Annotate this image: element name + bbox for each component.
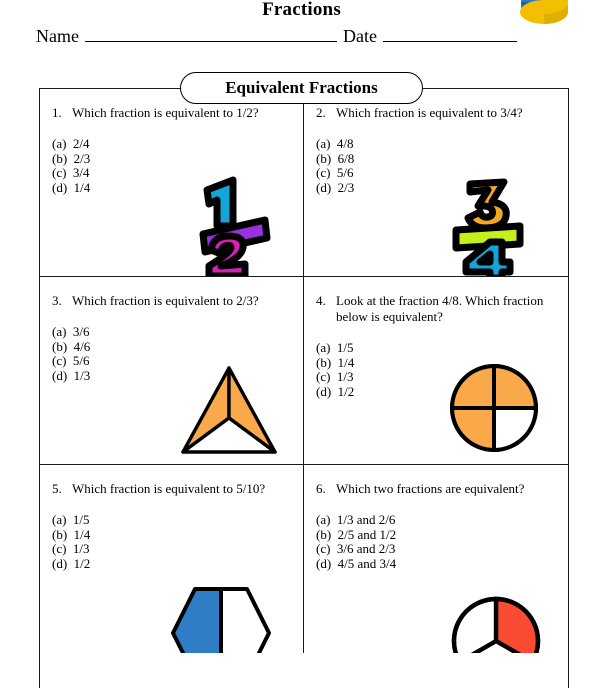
name-date-row [0, 26, 603, 47]
questions-grid [39, 88, 569, 688]
question-1-text: Which fraction is equivalent to 1/2? [72, 105, 259, 120]
question-3-number: 3. [52, 293, 62, 308]
question-6-number: 6. [316, 481, 326, 496]
choice-a[interactable]: (a) 1/3 and 2/6 [316, 512, 396, 527]
page-header [0, 0, 603, 58]
choice-c[interactable]: (c) 5/6 [52, 353, 90, 369]
question-cell-1 [40, 89, 304, 276]
choice-b[interactable]: (b) 1/4 [316, 354, 355, 370]
choice-c[interactable]: (c) 5/6 [316, 165, 354, 181]
triangle-thirds-figure [177, 362, 281, 458]
circle-thirds-figure [450, 595, 542, 653]
question-1-number: 1. [52, 105, 62, 120]
question-4-number: 4. [316, 293, 326, 308]
choice-b[interactable]: (b) 2/3 [52, 150, 91, 166]
question-cell-5 [40, 465, 304, 653]
choice-d[interactable]: (d) 1/2 [316, 383, 355, 399]
choice-d[interactable]: (d) 2/3 [316, 179, 355, 195]
choice-a[interactable]: (a) 1/5 [52, 512, 90, 527]
question-cell-2 [304, 89, 568, 276]
page-title: Fractions [262, 0, 341, 20]
question-2-number: 2. [316, 105, 326, 120]
questions-row [40, 89, 568, 277]
choice-b[interactable]: (b) 4/6 [52, 338, 91, 354]
question-3-prompt [52, 293, 293, 309]
hexagon-halves-figure [169, 583, 273, 653]
question-cell-4 [304, 277, 568, 464]
choice-b[interactable]: (b) 6/8 [316, 150, 355, 166]
choice-a[interactable]: (a) 1/5 [316, 340, 354, 355]
question-3-text: Which fraction is equivalent to 2/3? [72, 293, 259, 308]
choice-a[interactable]: (a) 4/8 [316, 136, 354, 151]
name-input-line[interactable] [85, 28, 337, 42]
question-4-prompt [316, 293, 558, 325]
questions-row [40, 277, 568, 465]
choice-c[interactable]: (c) 3/6 and 2/3 [316, 541, 396, 557]
choice-d[interactable]: (d) 1/3 [52, 367, 91, 383]
question-4-text: Look at the fraction 4/8. Which fraction below is equivalent? [336, 293, 544, 324]
question-6-prompt [316, 481, 558, 497]
choice-b[interactable]: (b) 1/4 [52, 526, 91, 542]
question-2-prompt [316, 105, 558, 121]
stylized-fraction-three-fourths-figure [434, 168, 534, 276]
question-2-text: Which fraction is equivalent to 3/4? [336, 105, 523, 120]
date-input-line[interactable] [383, 28, 517, 42]
choice-d[interactable]: (d) 1/2 [52, 555, 91, 571]
choice-d[interactable]: (d) 1/4 [52, 179, 91, 195]
choice-a[interactable]: (a) 2/4 [52, 136, 90, 151]
question-5-prompt [52, 481, 293, 497]
choice-c[interactable]: (c) 1/3 [52, 541, 90, 557]
circle-quarters-figure [448, 362, 540, 454]
date-label: Date [342, 26, 377, 46]
choice-c[interactable]: (c) 3/4 [52, 165, 90, 181]
questions-row [40, 465, 568, 653]
question-5-number: 5. [52, 481, 62, 496]
name-label: Name [36, 26, 79, 46]
question-6-text: Which two fractions are equivalent? [336, 481, 525, 496]
choice-d[interactable]: (d) 4/5 and 3/4 [316, 555, 397, 571]
stylized-fraction-one-half-figure [177, 168, 277, 276]
question-6-choices [316, 513, 558, 571]
question-cell-3 [40, 277, 304, 464]
question-5-text: Which fraction is equivalent to 5/10? [72, 481, 266, 496]
section-banner [0, 72, 603, 106]
question-cell-6 [304, 465, 568, 653]
section-banner-label: Equivalent Fractions [180, 72, 423, 104]
choice-b[interactable]: (b) 2/5 and 1/2 [316, 526, 397, 542]
question-5-choices [52, 513, 293, 571]
question-1-prompt [52, 105, 293, 121]
pie-chart-3d-icon [513, 0, 575, 26]
choice-c[interactable]: (c) 1/3 [316, 369, 354, 385]
choice-a[interactable]: (a) 3/6 [52, 324, 90, 339]
